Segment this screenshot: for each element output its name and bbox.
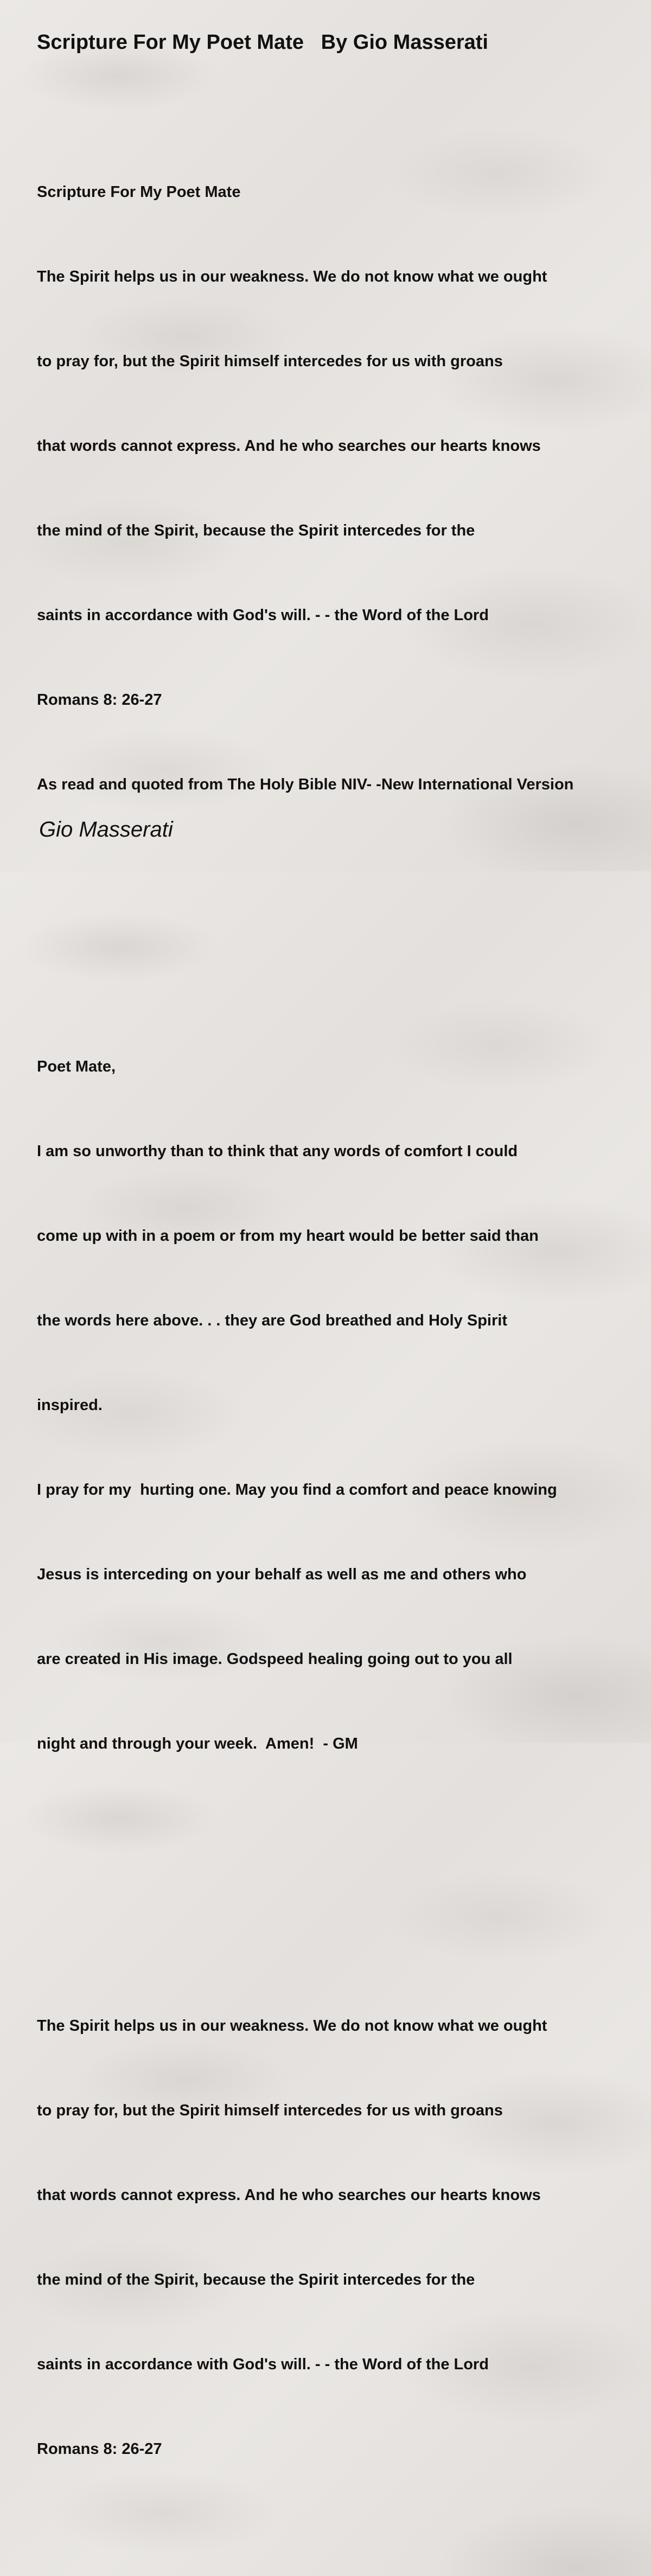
poem-page [37, 27, 647, 2576]
poem-line: Jesus is interceding on your behalf as well as me and others who [37, 1566, 527, 1583]
poem-line: I pray for my hurting one. May you find a comfort and peace knowing [37, 1481, 557, 1499]
poem-line: the words here above. . . they are God breathed and Holy Spirit [37, 1312, 507, 1329]
stanza-2 [37, 996, 647, 1814]
poem-line: the mind of the Spirit, because the Spirit intercedes for the [37, 522, 475, 539]
author-name: Gio Masserati [39, 818, 173, 841]
poem-line: As read and quoted from The Holy Bible NIV- -New International Version [37, 776, 574, 793]
poem-line: Romans 8: 26-27 [37, 2440, 162, 2458]
poem-line: The Spirit helps us in our weakness. We do not know what we ought [37, 2017, 547, 2035]
stanza-break [37, 911, 647, 940]
stanza-1 [37, 122, 647, 855]
poem-line: saints in accordance with God's will. - - the Word of the Lord [37, 607, 489, 624]
stanza-break [37, 1871, 647, 1899]
poem-body [37, 65, 647, 2576]
poem-line: Romans 8: 26-27 [37, 691, 162, 709]
stanza-3 [37, 1955, 647, 2520]
poem-line: that words cannot express. And he who searches our hearts knows [37, 437, 541, 455]
poem-line: the mind of the Spirit, because the Spirit intercedes for the [37, 2271, 475, 2288]
poem-line: I am so unworthy than to think that any words of comfort I could [37, 1143, 518, 1160]
poem-line: come up with in a poem or from my heart would be better said than [37, 1227, 539, 1245]
poem-line: night and through your week. Amen! - GM [37, 1735, 358, 1752]
poem-line: to pray for, but the Spirit himself intercedes for us with groans [37, 353, 503, 370]
poem-line: to pray for, but the Spirit himself intercedes for us with groans [37, 2102, 503, 2119]
poem-line: The Spirit helps us in our weakness. We do not know what we ought [37, 268, 547, 285]
poem-title: Scripture For My Poet Mate By Gio Masserati [37, 31, 488, 54]
poem-line: Scripture For My Poet Mate [37, 183, 241, 201]
poem-line: Poet Mate, [37, 1058, 116, 1075]
poem-line: are created in His image. Godspeed healing going out to you all [37, 1650, 513, 1668]
poem-line: that words cannot express. And he who searches our hearts knows [37, 2186, 541, 2204]
poem-line: inspired. [37, 1397, 103, 1414]
poem-line: saints in accordance with God's will. - - the Word of the Lord [37, 2356, 489, 2373]
